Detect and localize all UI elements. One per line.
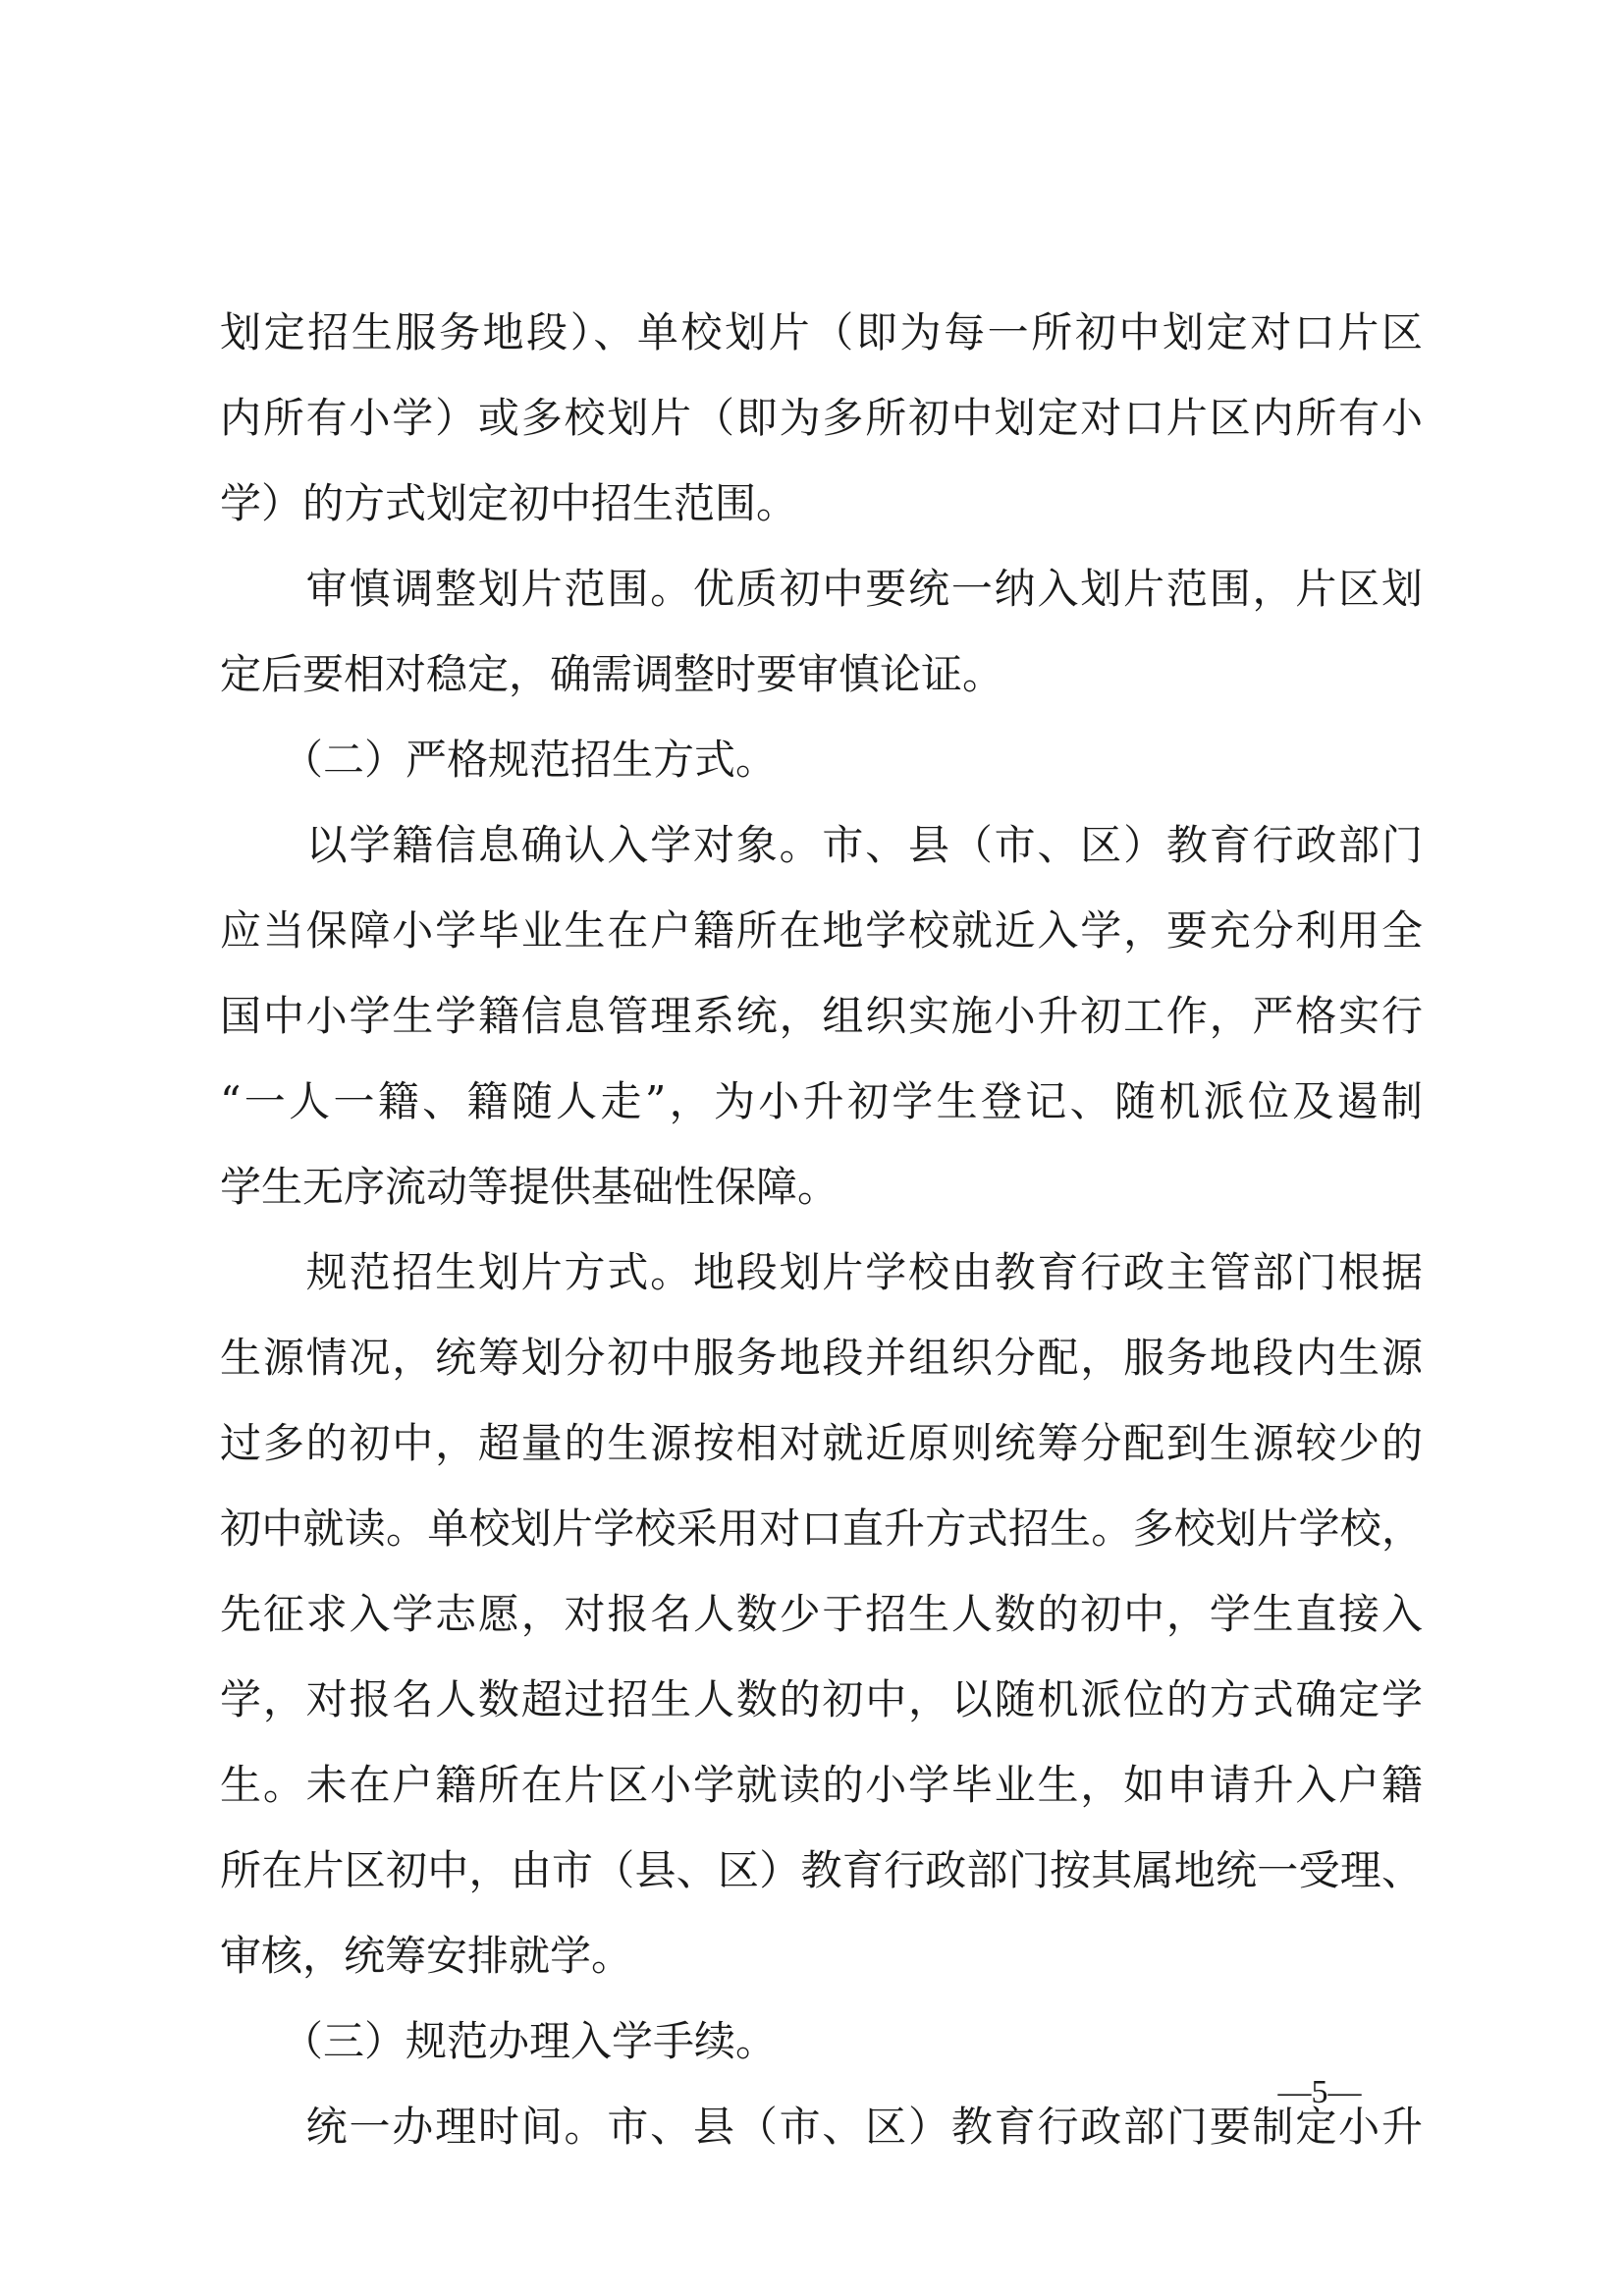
- text-line: （三）规范办理入学手续。: [220, 2017, 778, 2065]
- text-line: 定后要相对稳定，确需调整时要审慎论证。: [220, 650, 1004, 698]
- text-line: 学）的方式划定初中招生范围。: [220, 479, 798, 527]
- text-line: 所在片区初中，由市（县、区）教育行政部门按其属地统一受理、: [220, 1846, 1423, 1894]
- text-line: 先征求入学志愿，对报名人数少于招生人数的初中，学生直接入: [220, 1590, 1423, 1638]
- text-line: 生。未在户籍所在片区小学就读的小学毕业生，如申请升入户籍: [220, 1761, 1423, 1809]
- text-line: 以学籍信息确认入学对象。市、县（市、区）教育行政部门: [220, 821, 1423, 869]
- text-line: 统一办理时间。市、县（市、区）教育行政部门要制定小升: [220, 2103, 1423, 2151]
- text-line: 内所有小学）或多校划片（即为多所初中划定对口片区内所有小: [220, 394, 1423, 442]
- text-line: 初中就读。单校划片学校采用对口直升方式招生。多校划片学校，: [220, 1504, 1423, 1553]
- page-number: —5—: [1277, 2074, 1362, 2110]
- document-body: [220, 290, 1423, 2169]
- text-line: 审核，统筹安排就学。: [220, 1932, 633, 1980]
- text-line: 应当保障小学毕业生在户籍所在地学校就近入学，要充分利用全: [220, 906, 1423, 955]
- text-line: “一人一籍、籍随人走”，为小升初学生登记、随机派位及遏制: [220, 1077, 1423, 1125]
- text-line: 国中小学生学籍信息管理系统，组织实施小升初工作，严格实行: [220, 992, 1423, 1040]
- text-line: 过多的初中，超量的生源按相对就近原则统筹分配到生源较少的: [220, 1419, 1423, 1467]
- text-line: （二）严格规范招生方式。: [220, 736, 778, 784]
- text-line: 规范招生划片方式。地段划片学校由教育行政主管部门根据: [220, 1248, 1423, 1296]
- text-line: 审慎调整划片范围。优质初中要统一纳入划片范围，片区划: [220, 565, 1423, 613]
- text-line: 学，对报名人数超过招生人数的初中，以随机派位的方式确定学: [220, 1675, 1423, 1723]
- text-line: 生源情况，统筹划分初中服务地段并组织分配，服务地段内生源: [220, 1334, 1423, 1382]
- text-line: 划定招生服务地段）、单校划片（即为每一所初中划定对口片区: [220, 308, 1423, 356]
- text-line: 学生无序流动等提供基础性保障。: [220, 1163, 839, 1211]
